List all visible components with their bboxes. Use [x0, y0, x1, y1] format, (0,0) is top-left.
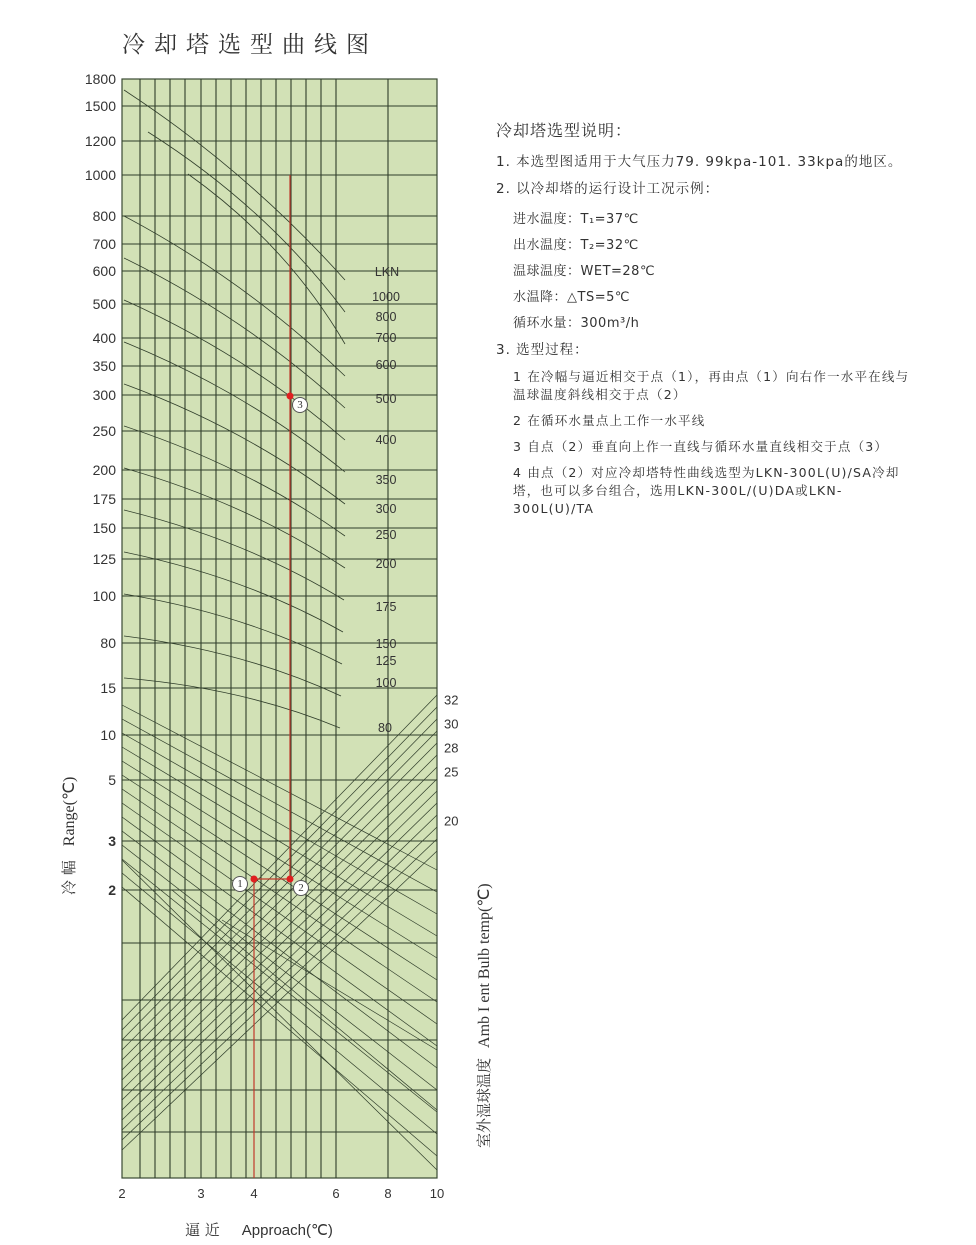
- y-tick: 600: [92, 263, 116, 279]
- step-4: 4 由点（2）对应冷却塔特性曲线选型为LKN-300L(U)/SA冷却塔，也可以多台组合，选用LKN-300L/(U)DA或LKN-300L(U)/TA: [513, 465, 900, 516]
- condition-temp-drop: 水温降：△TS=5℃: [513, 290, 630, 305]
- notes-item-3: 3. 选型过程：: [496, 342, 589, 358]
- step-3: 3 自点（2）垂直向上作一直线与循环水量直线相交于点（3）: [513, 439, 889, 454]
- y-tick: 250: [92, 423, 116, 439]
- right-axis-label: 室外湿球温度Amb I ent Bulb temp(℃): [475, 883, 493, 1148]
- lkn-label: 1000: [372, 290, 400, 304]
- lkn-label: 175: [375, 600, 397, 614]
- y-tick: 2: [108, 882, 116, 898]
- wet-bulb-tick: 20: [444, 813, 459, 829]
- condition-flow: 循环水量：300m³/h: [513, 316, 640, 331]
- x-tick: 4: [250, 1186, 258, 1201]
- lkn-label: 200: [375, 557, 397, 571]
- lkn-label: 400: [375, 433, 397, 447]
- lkn-label: 700: [375, 331, 397, 345]
- lkn-label: 600: [375, 358, 397, 372]
- lkn-label: 800: [375, 310, 397, 324]
- notes-item-2: 2. 以冷却塔的运行设计工况示例：: [496, 181, 720, 197]
- y-tick: 1000: [84, 167, 116, 183]
- y-tick: 10: [100, 727, 116, 743]
- y-tick: 500: [92, 296, 116, 312]
- lkn-header: LKN: [374, 265, 400, 279]
- condition-inlet-temp: 进水温度：T₁=37℃: [513, 212, 639, 227]
- condition-wet-bulb: 温球温度：WET=28℃: [513, 264, 656, 279]
- x-tick: 8: [384, 1186, 392, 1201]
- lkn-label: 300: [375, 502, 397, 516]
- notes-item-1: 1. 本选型图适用于大气压力79. 99kpa-101. 33kpa的地区。: [496, 154, 903, 170]
- point-1-marker: 1: [232, 876, 248, 892]
- y-tick: 150: [92, 520, 116, 536]
- lkn-label: 150: [375, 637, 397, 651]
- chart-title: 冷却塔选型曲线图: [122, 32, 378, 58]
- y-tick: 125: [92, 551, 116, 567]
- point-2-marker: 2: [293, 880, 309, 896]
- y-tick: 175: [92, 491, 116, 507]
- lkn-label: 125: [375, 654, 397, 668]
- lkn-label: 350: [375, 473, 397, 487]
- y-tick: 200: [92, 462, 116, 478]
- y-tick: 1500: [84, 98, 116, 114]
- y-axis-label: 冷 幅Range(℃): [60, 776, 78, 895]
- y-tick: 400: [92, 330, 116, 346]
- y-tick: 700: [92, 236, 116, 252]
- wet-bulb-tick: 30: [444, 716, 459, 732]
- wet-bulb-tick: 25: [444, 764, 459, 780]
- y-tick: 100: [92, 588, 116, 604]
- lkn-label: 100: [375, 676, 397, 690]
- y-tick: 300: [92, 387, 116, 403]
- point-3-marker: 3: [292, 397, 308, 413]
- x-tick: 10: [429, 1186, 445, 1201]
- wet-bulb-tick: 28: [444, 740, 459, 756]
- y-tick: 3: [108, 833, 116, 849]
- y-tick: 5: [108, 772, 116, 788]
- step-2: 2 在循环水量点上工作一水平线: [513, 413, 706, 428]
- lkn-label: 80: [378, 721, 392, 735]
- y-tick: 1200: [84, 133, 116, 149]
- y-tick: 15: [100, 680, 116, 696]
- lkn-label: 500: [375, 392, 397, 406]
- y-tick: 1800: [84, 71, 116, 87]
- y-tick: 800: [92, 208, 116, 224]
- condition-outlet-temp: 出水温度：T₂=32℃: [513, 238, 639, 253]
- x-axis-label: 逼 近 Approach(℃): [185, 1221, 333, 1239]
- lkn-label: 250: [375, 528, 397, 542]
- y-tick: 80: [100, 635, 116, 651]
- x-tick: 6: [332, 1186, 340, 1201]
- selection-notes: [496, 118, 916, 526]
- notes-heading: 冷却塔选型说明：: [496, 121, 633, 140]
- step-1: 1 在冷幅与逼近相交于点（1），再由点（1）向右作一水平在线与温球温度斜线相交于点（2）: [513, 369, 910, 402]
- wet-bulb-tick: 32: [444, 692, 459, 708]
- y-tick: 350: [92, 358, 116, 374]
- x-tick: 3: [197, 1186, 205, 1201]
- x-tick: 2: [118, 1186, 126, 1201]
